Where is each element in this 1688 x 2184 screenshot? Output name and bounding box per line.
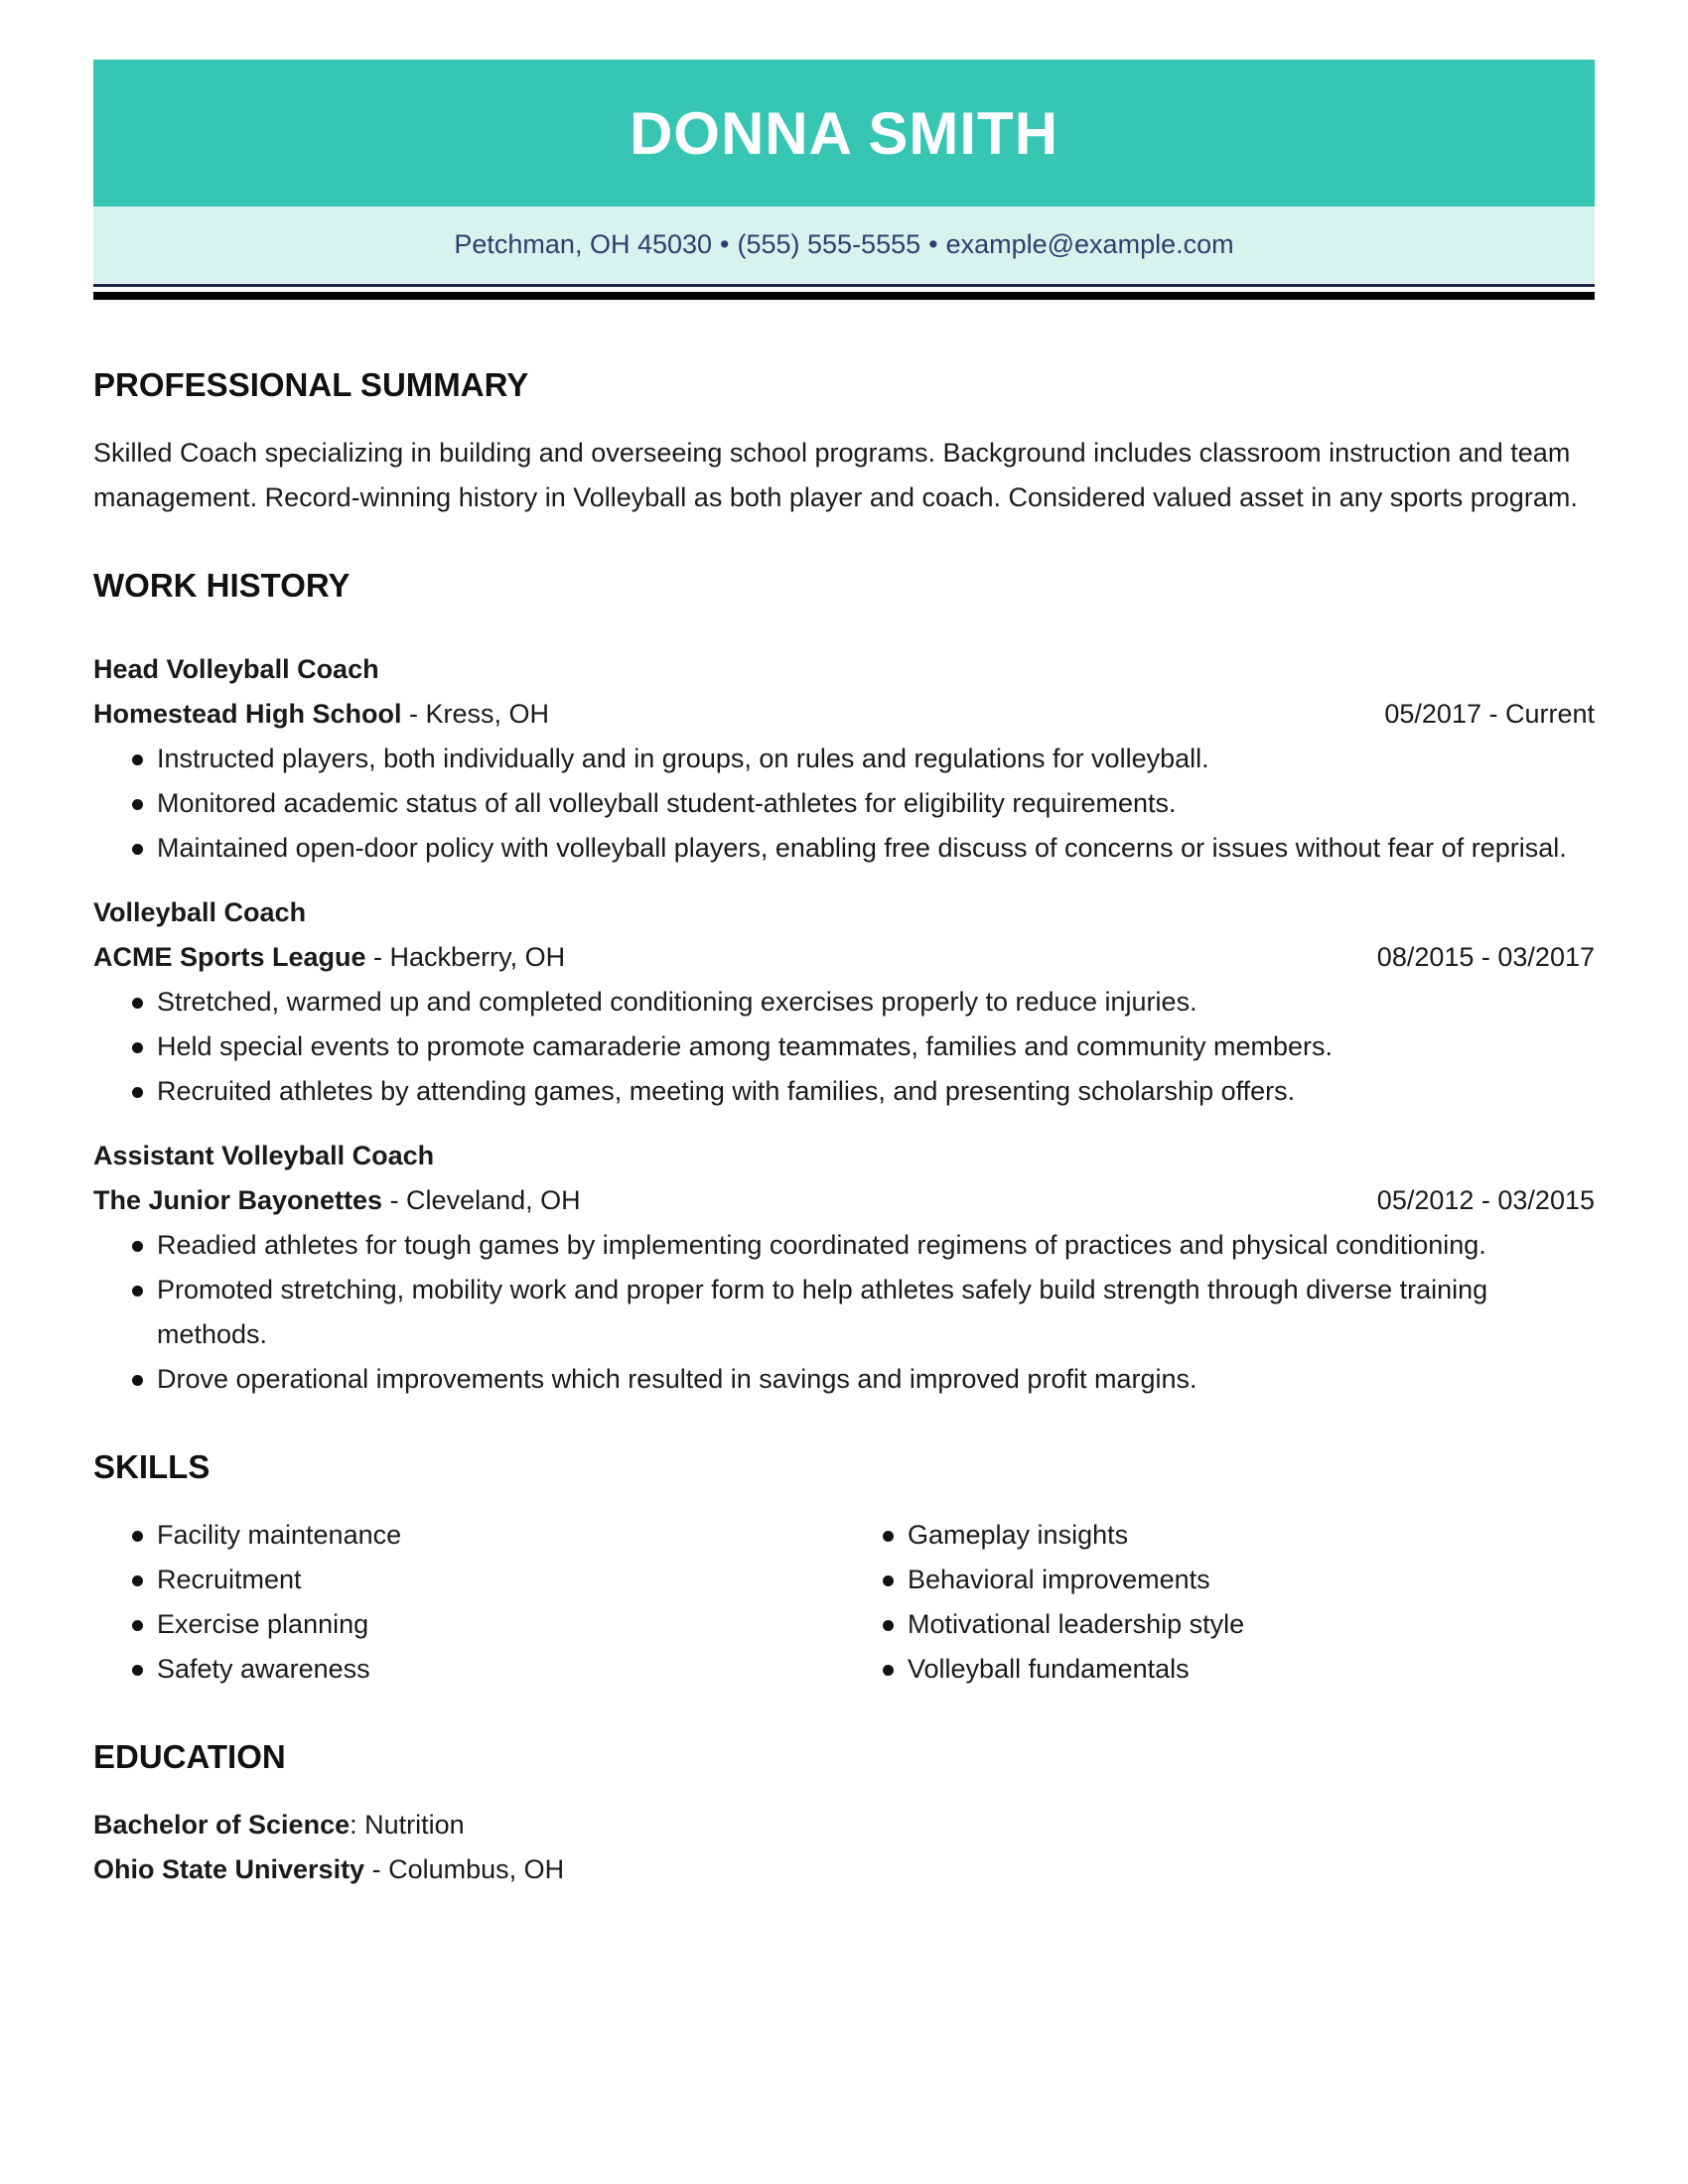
work-section <box>93 558 1595 1402</box>
job-bullet: Instructed players, both individually and in groups, on rules and regulations for volleyball. <box>157 737 1595 781</box>
job-bullet: Stretched, warmed up and completed conditioning exercises properly to reduce injuries. <box>157 980 1595 1024</box>
education-school-line <box>93 1847 1595 1892</box>
education-school: Ohio State University <box>93 1854 365 1884</box>
skills-right-list <box>844 1513 1595 1692</box>
education-degree: Bachelor of Science <box>93 1810 351 1840</box>
skill-item: Safety awareness <box>157 1647 844 1692</box>
education-section <box>93 1729 1595 1892</box>
job-entry <box>93 647 1595 871</box>
job-title: Volleyball Coach <box>93 897 307 927</box>
education-field: Nutrition <box>364 1810 465 1840</box>
contact-email: example@example.com <box>945 229 1234 259</box>
skill-item: Facility maintenance <box>157 1513 844 1558</box>
job-entry <box>93 890 1595 1114</box>
job-line <box>93 692 1595 737</box>
job-bullet: Promoted stretching, mobility work and proper form to help athletes safely build strength through diverse training methods. <box>157 1268 1595 1357</box>
resume-content <box>93 357 1595 1892</box>
job-location: - Cleveland, OH <box>382 1185 581 1215</box>
contact-location: Petchman, OH 45030 <box>454 229 713 259</box>
skill-item: Recruitment <box>157 1558 844 1602</box>
work-title: WORK HISTORY <box>93 567 351 604</box>
job-line <box>93 935 1595 980</box>
skills-left-list <box>93 1513 844 1692</box>
job-line <box>93 1178 1595 1223</box>
job-title: Head Volleyball Coach <box>93 654 379 684</box>
contact-separator: • <box>720 229 730 259</box>
job-location: - Hackberry, OH <box>365 942 566 972</box>
job-bullet: Held special events to promote camaraderie among teammates, families and community members. <box>157 1024 1595 1069</box>
summary-section <box>93 357 1595 520</box>
job-bullets <box>93 737 1595 871</box>
skills-title: SKILLS <box>93 1448 211 1485</box>
skill-item: Volleyball fundamentals <box>908 1647 1595 1692</box>
skill-item: Exercise planning <box>157 1602 844 1647</box>
skills-columns <box>93 1513 1595 1692</box>
skills-section <box>93 1439 1595 1692</box>
candidate-name: DONNA SMITH <box>629 99 1059 167</box>
job-bullet: Recruited athletes by attending games, meeting with families, and presenting scholarship offers. <box>157 1069 1595 1114</box>
job-bullet: Readied athletes for tough games by implementing coordinated regimens of practices and physical conditioning. <box>157 1223 1595 1268</box>
header-divider-thick <box>93 292 1595 300</box>
job-bullet: Monitored academic status of all volleyball student-athletes for eligibility requirements. <box>157 781 1595 826</box>
education-entry <box>93 1803 1595 1892</box>
education-field-separator: : <box>350 1810 365 1840</box>
job-title: Assistant Volleyball Coach <box>93 1141 435 1170</box>
contact-separator: • <box>928 229 938 259</box>
job-dates: 08/2015 - 03/2017 <box>1376 942 1595 972</box>
job-company: ACME Sports League <box>93 942 366 972</box>
skill-item: Motivational leadership style <box>908 1602 1595 1647</box>
skill-item: Behavioral improvements <box>908 1558 1595 1602</box>
header-band <box>93 60 1595 206</box>
job-company: Homestead High School <box>93 699 402 729</box>
job-bullet: Maintained open-door policy with volleyball players, enabling free discuss of concerns or issues without fear of reprisal. <box>157 826 1595 871</box>
job-bullets <box>93 980 1595 1114</box>
skill-item: Gameplay insights <box>908 1513 1595 1558</box>
education-degree-line <box>93 1803 1595 1847</box>
contact-phone: (555) 555-5555 <box>737 229 921 259</box>
summary-title: PROFESSIONAL SUMMARY <box>93 366 529 403</box>
job-location: - Kress, OH <box>401 699 550 729</box>
job-dates: 05/2012 - 03/2015 <box>1376 1185 1595 1215</box>
header-divider-thin <box>93 284 1595 287</box>
job-company: The Junior Bayonettes <box>93 1185 383 1215</box>
contact-band <box>93 206 1595 283</box>
job-bullets <box>93 1223 1595 1402</box>
job-dates: 05/2017 - Current <box>1384 699 1595 729</box>
education-school-location: - Columbus, OH <box>364 1854 565 1884</box>
summary-text: Skilled Coach specializing in building and overseeing school programs. Background includes classroom instruction and team management. Record-winning history in Volleyball as both player and coach. Considered valued asset in any sports program. <box>93 438 1578 512</box>
education-title: EDUCATION <box>93 1738 286 1775</box>
job-bullet: Drove operational improvements which resulted in savings and improved profit margins. <box>157 1357 1595 1402</box>
job-entry <box>93 1134 1595 1402</box>
